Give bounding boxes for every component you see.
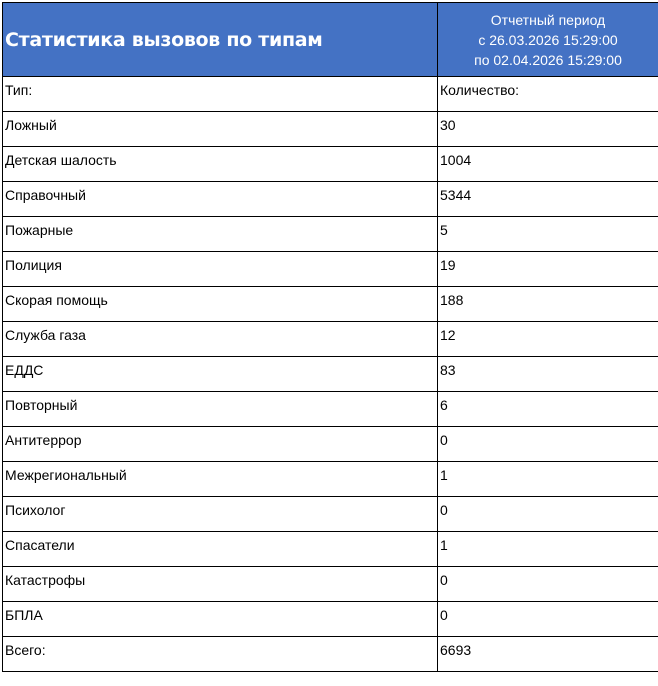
row-type-cell: Спасатели	[3, 532, 438, 567]
row-count-cell: 0	[438, 497, 658, 532]
column-header-count: Количество:	[438, 77, 658, 112]
table-row	[3, 497, 658, 532]
table-row	[3, 147, 658, 182]
table-row	[3, 112, 658, 147]
row-count-cell: 12	[438, 322, 658, 357]
row-count-cell: 0	[438, 602, 658, 637]
row-count-cell: 5	[438, 217, 658, 252]
row-count-cell: 1	[438, 462, 658, 497]
row-type-cell: Психолог	[3, 497, 438, 532]
table-row	[3, 392, 658, 427]
row-count-cell: 83	[438, 357, 658, 392]
report-period-from: с 26.03.2026 15:29:00	[478, 31, 618, 48]
row-type-cell: Антитеррор	[3, 427, 438, 462]
row-count-cell: 1004	[438, 147, 658, 182]
report-title: Статистика вызовов по типам	[5, 28, 323, 51]
row-type-cell: Справочный	[3, 182, 438, 217]
row-type-cell: ЕДДС	[3, 357, 438, 392]
table-row	[3, 182, 658, 217]
table-row	[3, 427, 658, 462]
table-row	[3, 217, 658, 252]
row-count-cell: 1	[438, 532, 658, 567]
row-count-cell: 188	[438, 287, 658, 322]
row-type-cell: Детская шалость	[3, 147, 438, 182]
call-type-statistics-table	[2, 2, 658, 672]
row-count-cell: 5344	[438, 182, 658, 217]
row-type-cell: Скорая помощь	[3, 287, 438, 322]
report-title-cell	[3, 3, 438, 77]
table-row	[3, 287, 658, 322]
table-row	[3, 532, 658, 567]
row-type-cell: Служба газа	[3, 322, 438, 357]
table-row	[3, 567, 658, 602]
table-row	[3, 462, 658, 497]
report-header-row	[3, 3, 658, 77]
total-label: Всего:	[3, 637, 438, 672]
table-row	[3, 357, 658, 392]
row-type-cell: Пожарные	[3, 217, 438, 252]
row-type-cell: Повторный	[3, 392, 438, 427]
row-count-cell: 0	[438, 427, 658, 462]
row-count-cell: 19	[438, 252, 658, 287]
report-period-label: Отчетный период	[490, 11, 606, 28]
row-type-cell: БПЛА	[3, 602, 438, 637]
row-type-cell: Ложный	[3, 112, 438, 147]
row-count-cell: 6	[438, 392, 658, 427]
table-row	[3, 252, 658, 287]
table-row	[3, 322, 658, 357]
row-count-cell: 30	[438, 112, 658, 147]
total-row	[3, 637, 658, 672]
row-count-cell: 0	[438, 567, 658, 602]
total-value: 6693	[438, 637, 658, 672]
row-type-cell: Межрегиональный	[3, 462, 438, 497]
column-header-row	[3, 77, 658, 112]
column-header-type: Тип:	[3, 77, 438, 112]
row-type-cell: Полиция	[3, 252, 438, 287]
report-period-cell	[438, 3, 658, 77]
table-row	[3, 602, 658, 637]
row-type-cell: Катастрофы	[3, 567, 438, 602]
report-period-to: по 02.04.2026 15:29:00	[474, 51, 622, 68]
